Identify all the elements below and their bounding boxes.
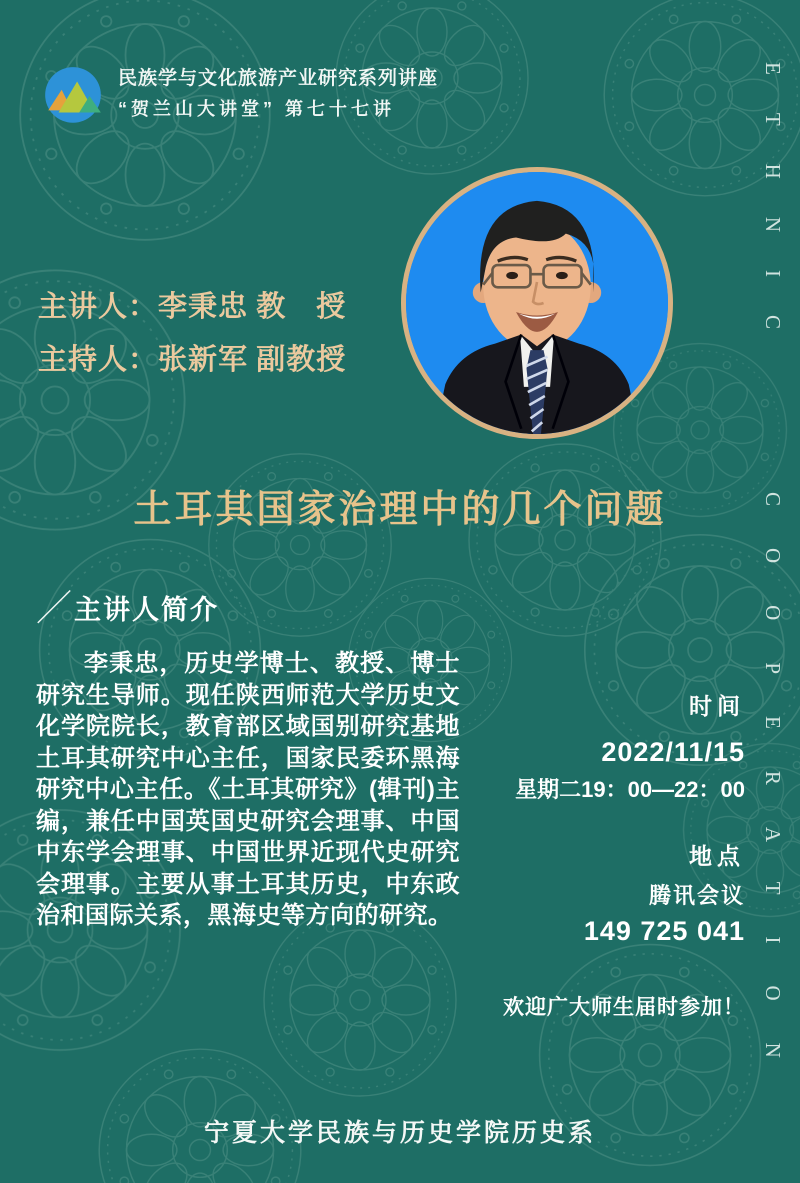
series-title-line1: 民族学与文化旅游产业研究系列讲座 [118,68,439,89]
venue-label: 地点 [689,843,745,869]
time-label: 时间 [689,693,745,719]
welcome-note: 欢迎广大师生届时参加！ [503,996,745,1019]
series-title-line2: “贺兰山大讲堂” 第七十七讲 [118,99,395,119]
lecture-time-range: 星期二19：00—22：00 [515,777,745,802]
series-titles [118,64,438,124]
speaker-portrait-illustration [406,172,668,434]
lecture-title: 土耳其国家治理中的几个问题 [133,489,667,531]
host-line: 主持人：张新军 副教授 [38,344,347,376]
vertical-word-cooperation: COOPERATION [761,492,785,1100]
schedule-block [445,688,745,1021]
bio-heading [36,587,220,630]
bio-text: 李秉忠，历史学博士、教授、博士研究生导师。现任陕西师范大学历史文化学院院长，教育部区域国别研究基地土耳其研究中心主任，国家民委环黑海研究中心主任。《土耳其研究》(辑刊)主编，兼任中国英国史研究会理事、中国中东学会理事、中国世界近现代史研究会理事。主要从事土耳其历史，中东政治和国际关系，黑海史等方向的研究。 [36,650,460,929]
meeting-id: 149 725 041 [583,916,745,946]
venue-name: 腾讯会议 [648,883,745,908]
vertical-word-ethnic: ETHNIC [761,62,785,367]
speaker-photo [401,167,673,439]
mountain-logo-icon [40,64,106,130]
organizer-footer: 宁夏大学民族与历史学院历史系 [203,1120,596,1147]
lecture-date: 2022/11/15 [601,737,745,767]
bio-heading-slash-icon: ／ [36,587,73,628]
speakers-block [38,281,346,387]
header [40,64,438,130]
lecturer-line: 主讲人：李秉忠 教 授 [38,291,347,323]
bio-heading-text: 主讲人简介 [74,595,220,625]
